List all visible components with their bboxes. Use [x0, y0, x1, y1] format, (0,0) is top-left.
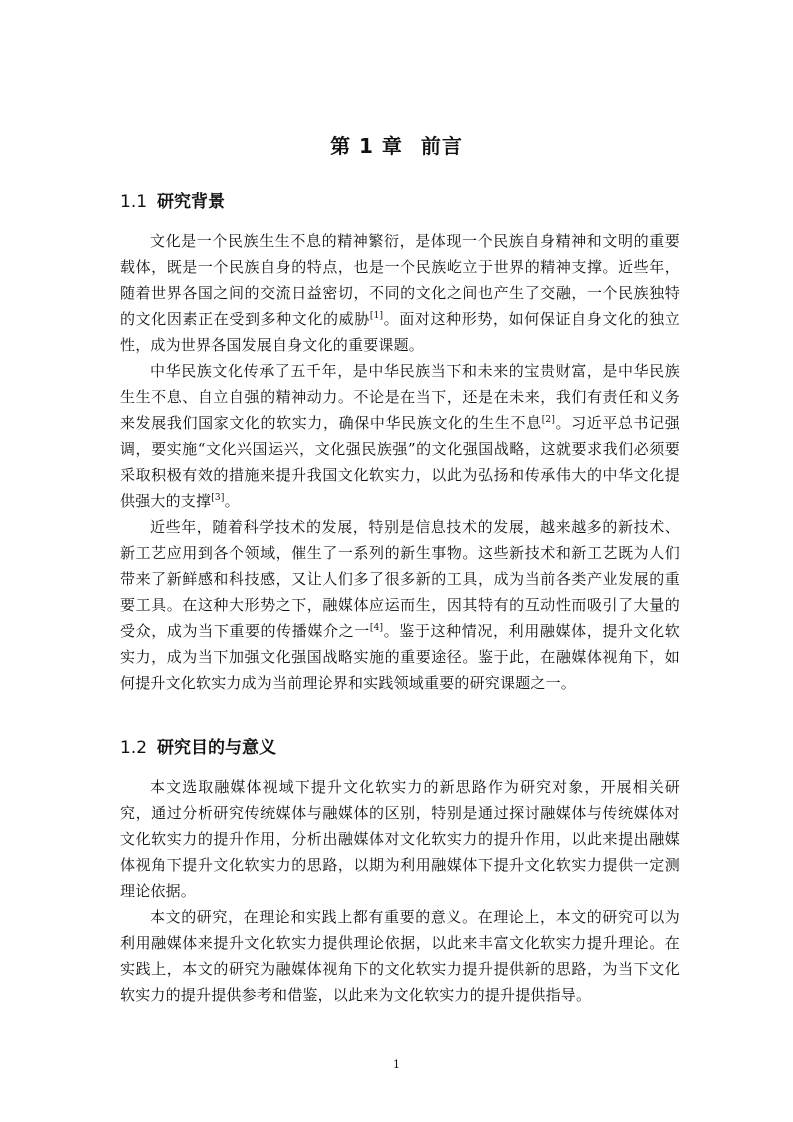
- section-heading: [120, 736, 680, 760]
- paragraph: [120, 904, 680, 1008]
- paragraph-text: 本文的研究，在理论和实践上都有重要的意义。在理论上，本文的研究可以为利用融媒体来提升文化软实力提供理论依据，以此来丰富文化软实力提升理论。在实践上，本文的研究为融媒体视角下的文化软实力提升提供新的思路，为当下文化软实力的提升提供参考和借鉴，以此来为文化软实力的提升提供指导。: [120, 908, 680, 1004]
- page-number: 1: [393, 1058, 400, 1071]
- chapter-title: [0, 130, 793, 159]
- chapter-title-text: 前言: [420, 134, 463, 158]
- paragraph-text: 。习近平总书记强调，要实施“文化兴国运兴，文化强民族强”的文化强国战略，这就要求我们必须要采取积极有效的措施来提升我国文化软实力，以此为弘扬和传承伟大的中华文化提供强大的支撑: [120, 414, 680, 510]
- citation-ref: [3]: [211, 493, 225, 503]
- citation-ref: [1]: [369, 311, 384, 321]
- paragraph-text: 文化是一个民族生生不息的精神繁衍，是体现一个民族自身精神和文明的重要载体，既是一个民族自身的特点，也是一个民族屹立于世界的精神支撑。近些年，随着世界各国之间的交流日益密切，不同的文化之间也产生了交融，一个民族独特的文化因素正在受到多种文化的威胁: [120, 232, 680, 328]
- section-number: 1.1: [120, 192, 148, 212]
- paragraph-text: 。: [224, 492, 240, 510]
- section-title: 研究目的与意义: [157, 738, 277, 758]
- paragraph: [120, 774, 680, 904]
- paragraph-text: 近些年，随着科学技术的发展，特别是信息技术的发展，越来越多的新技术、新工艺应用到各个领域，催生了一系列的新生事物。这些新技术和新工艺既为人们带来了新鲜感和科技感，又让人们多了很多新的工具，成为当前各类产业发展的重要工具。在这种大形势之下，融媒体应运而生，因其特有的互动性而吸引了大量的受众，成为当下重要的传播媒介之一: [120, 518, 680, 640]
- paragraph-text: 。鉴于这种情况，利用融媒体，提升文化软实力，成为当下加强文化强国战略实施的重要途径。鉴于此，在融媒体视角下，如何提升文化软实力成为当前理论界和实践领域重要的研究课题之一。: [120, 622, 680, 692]
- paragraph-text: 本文选取融媒体视域下提升文化软实力的新思路作为研究对象，开展相关研究，通过分析研究传统媒体与融媒体的区别，特别是通过探讨融媒体与传统媒体对文化软实力的提升作用，分析出融媒体对文化软实力的提升作用，以此来提出融媒体视角下提升文化软实力的思路，以期为利用融媒体下提升文化软实力提供一定测理论依据。: [120, 778, 680, 900]
- section-number: 1.2: [120, 738, 148, 758]
- citation-ref: [4]: [369, 623, 384, 633]
- paragraph: [120, 228, 680, 358]
- paragraph-text: 中华民族文化传承了五千年，是中华民族当下和未来的宝贵财富，是中华民族生生不息、自立自强的精神动力。不论是在当下，还是在未来，我们有责任和义务来发展我们国家文化的软实力，确保中华民族文化的生生不息: [120, 362, 680, 432]
- paragraph: [120, 514, 680, 696]
- section-research-background: [120, 190, 680, 696]
- paragraph: [120, 358, 680, 514]
- paragraph-text: 。面对这种形势，如何保证自身文化的独立性，成为世界各国发展自身文化的重要课题。: [120, 310, 680, 354]
- section-title: 研究背景: [157, 192, 226, 212]
- section-heading: [120, 190, 680, 214]
- section-purpose-significance: [120, 736, 680, 1008]
- citation-ref: [2]: [541, 415, 556, 425]
- chapter-number-label: 第 1 章: [330, 134, 403, 158]
